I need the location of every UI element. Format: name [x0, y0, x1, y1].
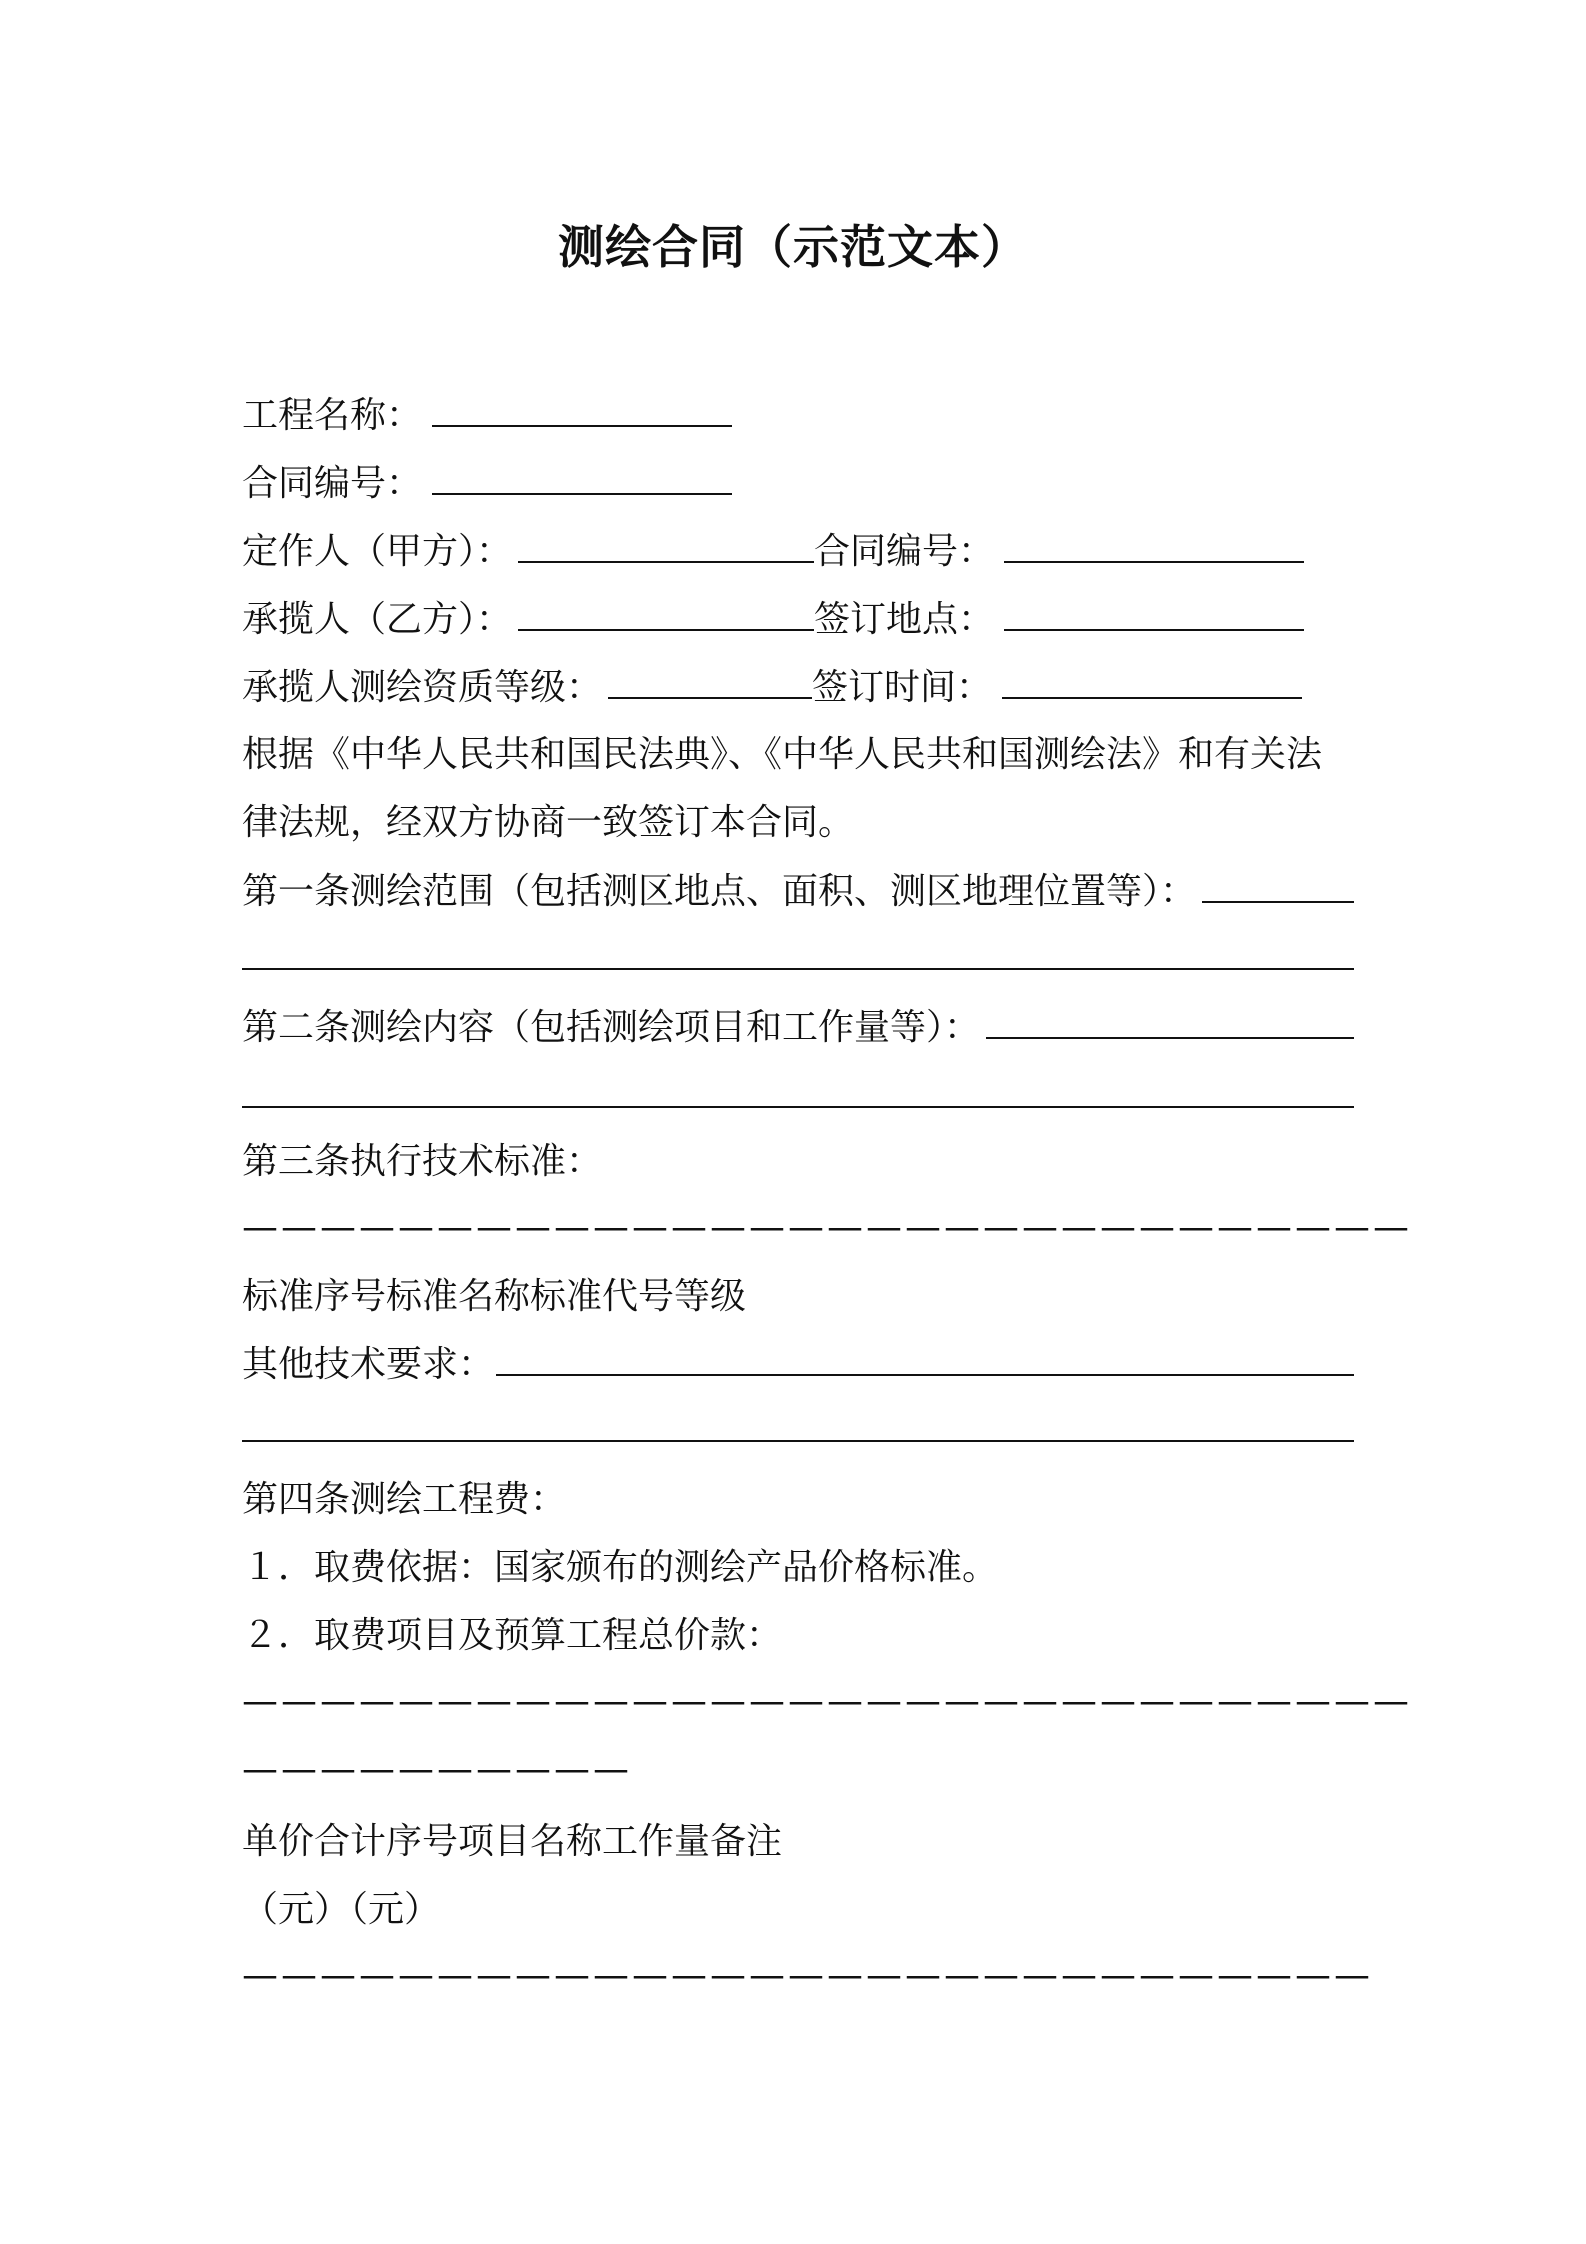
fee-items-dashes-1: ——————————————————————————————	[242, 1681, 1412, 1722]
project-name-row	[242, 381, 1354, 449]
qualification-row	[242, 653, 1354, 721]
page-title: 测绘合同（示范文本）	[558, 220, 1028, 274]
fee-table-header: 单价合计序号项目名称工作量备注	[242, 1821, 783, 1862]
sign-place-label: 签订地点：	[814, 599, 995, 640]
article-1-extra-blank[interactable]	[242, 968, 1354, 970]
preamble-line-2: 律法规，经双方协商一致签订本合同。	[242, 802, 855, 843]
contract-no-row	[242, 449, 1354, 517]
article-4-label: 第四条测绘工程费：	[242, 1479, 567, 1520]
project-name-blank[interactable]	[432, 381, 732, 427]
fee-items-dashes-2: ——————————	[242, 1749, 632, 1790]
fee-basis-item: １．取费依据：国家颁布的测绘产品价格标准。	[242, 1547, 999, 1588]
article-2-extra-blank[interactable]	[242, 1106, 1354, 1108]
article-2-label: 第二条测绘内容（包括测绘项目和工作量等）：	[242, 1007, 981, 1048]
party-a-label: 定作人（甲方）：	[242, 531, 513, 572]
other-requirements-label: 其他技术要求：	[242, 1344, 495, 1385]
sign-time-blank[interactable]	[1002, 653, 1302, 699]
article-1-row	[242, 857, 1354, 925]
qualification-blank[interactable]	[608, 653, 812, 699]
contract-no-2-label: 合同编号：	[814, 531, 995, 572]
other-requirements-blank[interactable]	[496, 1330, 1354, 1376]
article-2-row	[242, 993, 1354, 1061]
fee-table-dashes: —————————————————————————————	[242, 1955, 1373, 1996]
standard-table-header: 标准序号标准名称标准代号等级	[242, 1276, 747, 1317]
party-b-label: 承揽人（乙方）：	[242, 599, 513, 640]
party-b-blank[interactable]	[518, 585, 814, 631]
article-3-dashes: ——————————————————————————————	[242, 1207, 1412, 1248]
contract-no-2-blank[interactable]	[1004, 517, 1304, 563]
party-a-row	[242, 517, 1354, 585]
party-b-row	[242, 585, 1354, 653]
article-3-label: 第三条执行技术标准：	[242, 1141, 603, 1182]
project-name-label: 工程名称：	[242, 395, 423, 436]
other-requirements-extra-blank[interactable]	[242, 1440, 1354, 1442]
other-requirements-row	[242, 1330, 1354, 1398]
contract-no-blank[interactable]	[432, 449, 732, 495]
preamble-line-1: 根据《中华人民共和国民法典》、《中华人民共和国测绘法》和有关法	[242, 734, 1323, 775]
qualification-label: 承揽人测绘资质等级：	[242, 667, 603, 708]
sign-place-blank[interactable]	[1004, 585, 1304, 631]
article-1-blank[interactable]	[1202, 857, 1354, 903]
article-2-blank[interactable]	[986, 993, 1354, 1039]
contract-no-label: 合同编号：	[242, 463, 423, 504]
fee-items-item: ２．取费项目及预算工程总价款：	[242, 1615, 783, 1656]
party-a-blank[interactable]	[518, 517, 814, 563]
fee-table-units: （元）（元）	[242, 1889, 441, 1930]
article-1-label: 第一条测绘范围（包括测区地点、面积、测区地理位置等）：	[242, 871, 1197, 912]
sign-time-label: 签订时间：	[812, 667, 993, 708]
